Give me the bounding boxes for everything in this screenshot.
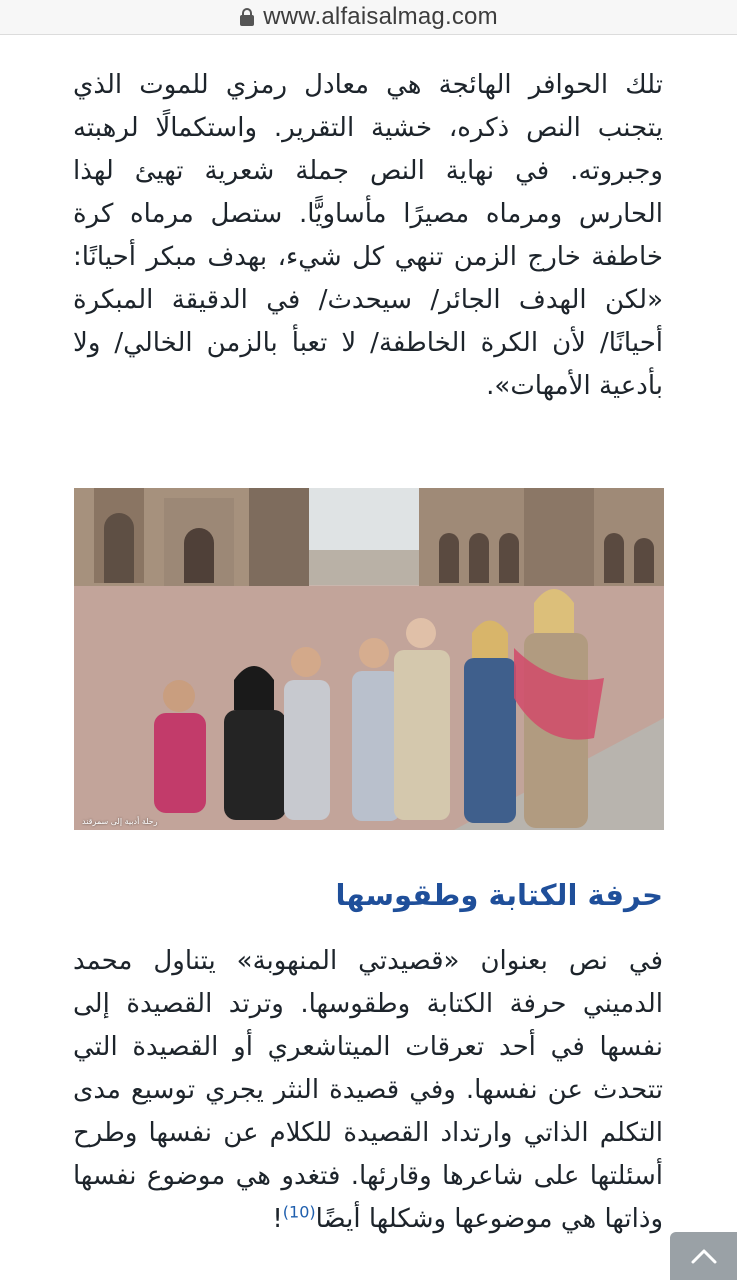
- browser-url-bar[interactable]: [0, 0, 737, 35]
- article-photo: [74, 488, 664, 830]
- lock-icon: [239, 8, 255, 26]
- article-paragraph: تلك الحوافر الهائجة هي معادل رمزي للموت الذي يتجنب النص ذكره، خشية التقرير. واستكمالًا لرهبته وجبروته. في نهاية النص جملة شعرية تهيئ لهذا الحارس ومرماه مصيرًا مأساويًّا. ستصل مرماه كرة خاطفة خارج الزمن تنهي كل شيء، بهدف مبكر أحيانًا: «لكن الهدف الجائر/ سيحدث/ في الدقيقة المبكرة أحيانًا/ لأن الكرة الخاطفة/ لا تعبأ بالزمن الخالي/ ولا بأدعية الأمهات».: [73, 70, 663, 401]
- url-text: www.alfaisalmag.com: [263, 3, 498, 30]
- section-heading: حرفة الكتابة وطقوسها: [335, 878, 663, 912]
- article-paragraph-2: [73, 940, 663, 1241]
- paragraph-end-mark: !: [272, 1204, 283, 1234]
- chevron-up-icon: [690, 1247, 718, 1265]
- footnote-reference[interactable]: (10): [282, 1202, 316, 1222]
- photo-caption: رحلة أدبية إلى سمرقند: [82, 817, 158, 826]
- scroll-to-top-button[interactable]: [670, 1232, 737, 1280]
- paragraph-text: في نص بعنوان «قصيدتي المنهوبة» يتناول محمد الدميني حرفة الكتابة وطقوسها. وترتد القصيدة إلى نفسها في أحد تعرقات الميتاشعري أو القصيدة التي تتحدث عن نفسها. وفي قصيدة النثر يجري توسيع مدى التكلم الذاتي وارتداد القصيدة للكلام عن نفسها وطرح أسئلتها على شاعرها وقارئها. فتغدو هي موضوع نفسها وذاتها هي موضوعها وشكلها أيضًا: [73, 946, 663, 1234]
